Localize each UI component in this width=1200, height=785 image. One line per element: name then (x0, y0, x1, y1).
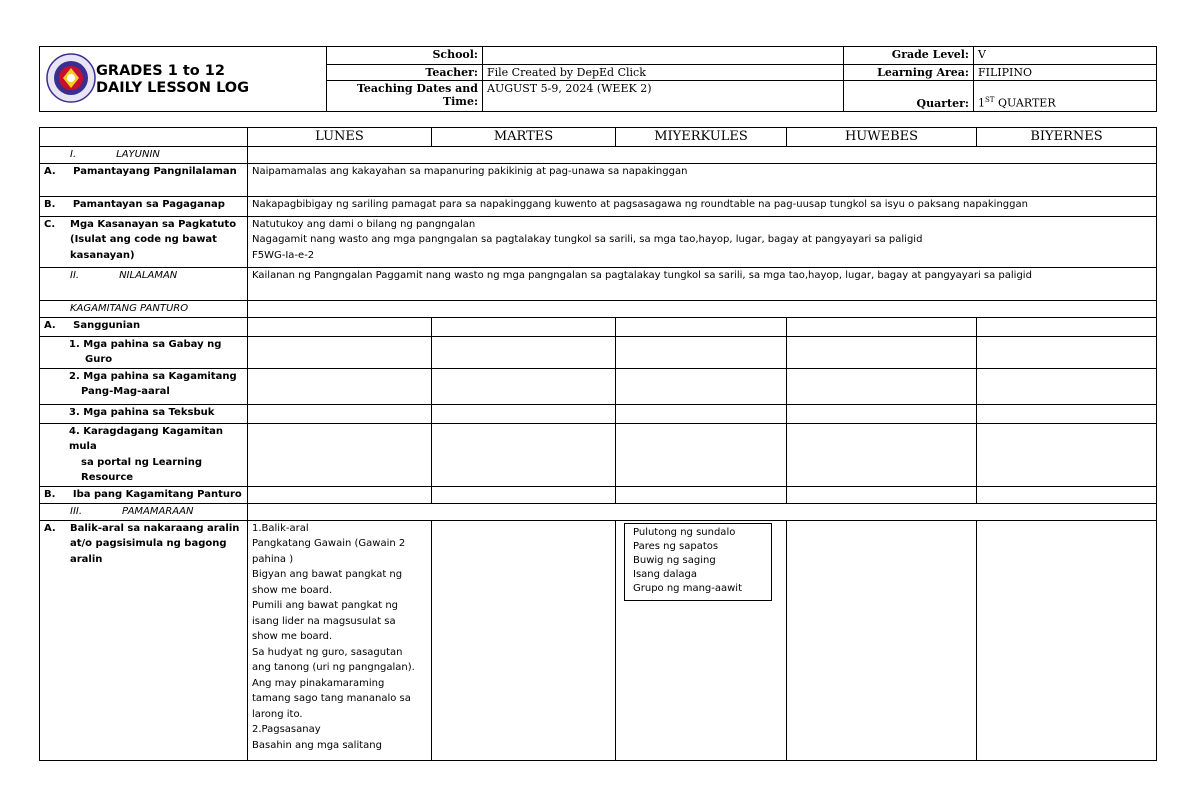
teaching-dates-label: Teaching Dates and Time: (327, 81, 483, 112)
teacher-label: Teacher: (327, 65, 483, 81)
cell-biyernes[interactable] (977, 368, 1157, 404)
kagamitan-value[interactable] (248, 300, 1157, 317)
cell-lunes[interactable] (248, 317, 432, 336)
layunin-value[interactable] (248, 147, 1157, 164)
cell-huwebes[interactable] (787, 317, 977, 336)
learning-area-value[interactable]: FILIPINO (974, 65, 1157, 81)
pamamaraan-value[interactable] (248, 503, 1157, 520)
header-logo-cell (40, 47, 327, 112)
kagamitan-label: KAGAMITANG PANTURO (40, 300, 248, 317)
title-line2: DAILY LESSON LOG (96, 80, 250, 96)
learning-area-label: Learning Area: (844, 65, 974, 81)
days-header-row (40, 128, 1157, 147)
gabay-row (40, 336, 1157, 368)
day-header-lunes: LUNES (248, 128, 432, 147)
cell-lunes[interactable] (248, 404, 432, 423)
teaching-dates-value[interactable]: AUGUST 5-9, 2024 (WEEK 2) (483, 81, 844, 112)
cell-biyernes[interactable] (977, 423, 1157, 486)
cell-biyernes[interactable] (977, 317, 1157, 336)
day-header-martes: MARTES (432, 128, 616, 147)
grade-level-label: Grade Level: (844, 47, 974, 65)
karagdagang-row (40, 423, 1157, 486)
lesson-log-table (39, 127, 1157, 761)
cell-martes[interactable] (432, 368, 616, 404)
pamamaraan-label: III. PAMAMARAAN (40, 503, 248, 520)
header-table (39, 46, 1157, 112)
cell-lunes[interactable] (248, 368, 432, 404)
kasanayan-value[interactable]: Natutukoy ang dami o bilang ng pangngalan Nagagamit nang wasto ang mga pangngalan sa pagtalakay tungkol sa sarili, sa mga tao,hayop, lugar, bagay at pangyayari sa paligid F5WG-Ia-e-2 (248, 216, 1157, 267)
teacher-value[interactable]: File Created by DepEd Click (483, 65, 844, 81)
cell-lunes[interactable] (248, 423, 432, 486)
day-header-miyerkules: MIYERKULES (616, 128, 787, 147)
pamantayan-pagaganap-label: B. Pamantayan sa Pagaganap (40, 196, 248, 216)
cell-huwebes[interactable] (787, 486, 977, 503)
cell-martes[interactable] (432, 336, 616, 368)
quarter-value[interactable]: 1ST QUARTER (974, 81, 1157, 112)
quarter-label: Quarter: (844, 81, 974, 112)
cell-biyernes[interactable] (977, 404, 1157, 423)
pamantayang-pangnilalaman-value[interactable]: Naipamamalas ang kakayahan sa mapanuring pakikinig at pag-unawa sa napakinggan (248, 163, 1157, 196)
cell-miyerkules[interactable] (616, 423, 787, 486)
cell-huwebes[interactable] (787, 368, 977, 404)
nilalaman-value[interactable]: Kailanan ng Pangngalan Paggamit nang wasto ng mga pangngalan sa pagtalakay tungkol sa sarili, sa mga tao,hayop, lugar, bagay at pangyayari sa paligid (248, 267, 1157, 300)
nilalaman-label: II. NILALAMAN (40, 267, 248, 300)
cell-lunes[interactable] (248, 336, 432, 368)
school-label: School: (327, 47, 483, 65)
sanggunian-label: A. Sanggunian (40, 317, 248, 336)
cell-martes[interactable] (432, 486, 616, 503)
cell-martes[interactable] (432, 317, 616, 336)
pamantayan-pagaganap-value[interactable]: Nakapagbibigay ng sariling pamagat para sa napakinggang kuwento at pagsasagawa ng roundtable na pag-uusap tungkol sa isyu o paksang napakinggan (248, 196, 1157, 216)
layunin-row (40, 147, 1157, 164)
cell-martes[interactable] (432, 423, 616, 486)
grade-level-value[interactable]: V (974, 47, 1157, 65)
cell-miyerkules[interactable] (616, 317, 787, 336)
deped-seal-icon (46, 53, 96, 103)
cell-huwebes[interactable] (787, 404, 977, 423)
gabay-label: 1. Mga pahina sa Gabay ng Guro (40, 336, 248, 368)
iba-pang-label: B. Iba pang Kagamitang Panturo (40, 486, 248, 503)
cell-martes[interactable] (432, 404, 616, 423)
nilalaman-row (40, 267, 1157, 300)
iba-pang-row (40, 486, 1157, 503)
school-value[interactable] (483, 47, 844, 65)
pamantayang-pangnilalaman-row (40, 163, 1157, 196)
teksbuk-row (40, 404, 1157, 423)
karagdagang-label: 4. Karagdagang Kagamitan mula sa portal ng Learning Resource (40, 423, 248, 486)
day-header-huwebes: HUWEBES (787, 128, 977, 147)
kasanayan-label: C. Mga Kasanayan sa Pagkatuto (Isulat ang code ng bawat kasanayan) (40, 216, 248, 267)
word-group-box: Pulutong ng sundalo Pares ng sapatos Buwig ng saging Isang dalaga Grupo ng mang-aawit (624, 523, 772, 601)
cell-miyerkules[interactable] (616, 336, 787, 368)
kagamitang-mag-aaral-label: 2. Mga pahina sa Kagamitang Pang-Mag-aaral (40, 368, 248, 404)
teksbuk-label: 3. Mga pahina sa Teksbuk (40, 404, 248, 423)
balik-aral-lunes[interactable]: 1.Balik-aral Pangkatang Gawain (Gawain 2 pahina ) Bigyan ang bawat pangkat ng show me board. Pumili ang bawat pangkat ng isang lider na magsusulat sa show me board. Sa hudyat ng guro, sasagutan ang tanong (uri ng pangngalan). Ang may pinakamaraming tamang sago tang mananalo sa larong ito. 2.Pagsasanay Basahin ang mga salitang (248, 520, 432, 760)
cell-miyerkules[interactable] (616, 368, 787, 404)
cell-huwebes[interactable] (787, 423, 977, 486)
cell-biyernes[interactable] (977, 486, 1157, 503)
title-line1: GRADES 1 to 12 (96, 63, 225, 79)
kasanayan-row (40, 216, 1157, 267)
kagamitan-row (40, 300, 1157, 317)
cell-huwebes[interactable] (787, 336, 977, 368)
header-blank-cell (40, 128, 248, 147)
cell-miyerkules[interactable] (616, 404, 787, 423)
cell-biyernes[interactable] (977, 336, 1157, 368)
cell-miyerkules[interactable] (616, 486, 787, 503)
balik-aral-huwebes[interactable] (787, 520, 977, 760)
pamantayang-pangnilalaman-label: A. Pamantayang Pangnilalaman (40, 163, 248, 196)
sanggunian-row (40, 317, 1157, 336)
balik-aral-martes[interactable] (432, 520, 616, 760)
balik-aral-row (40, 520, 1157, 760)
cell-lunes[interactable] (248, 486, 432, 503)
balik-aral-biyernes[interactable] (977, 520, 1157, 760)
pamantayan-pagaganap-row (40, 196, 1157, 216)
balik-aral-label: A. Balik-aral sa nakaraang aralin at/o pagsisimula ng bagong aralin (40, 520, 248, 760)
layunin-label: I. LAYUNIN (40, 147, 248, 164)
balik-aral-miyerkules[interactable] (616, 520, 787, 760)
day-header-biyernes: BIYERNES (977, 128, 1157, 147)
kagamitang-mag-aaral-row (40, 368, 1157, 404)
pamamaraan-row (40, 503, 1157, 520)
